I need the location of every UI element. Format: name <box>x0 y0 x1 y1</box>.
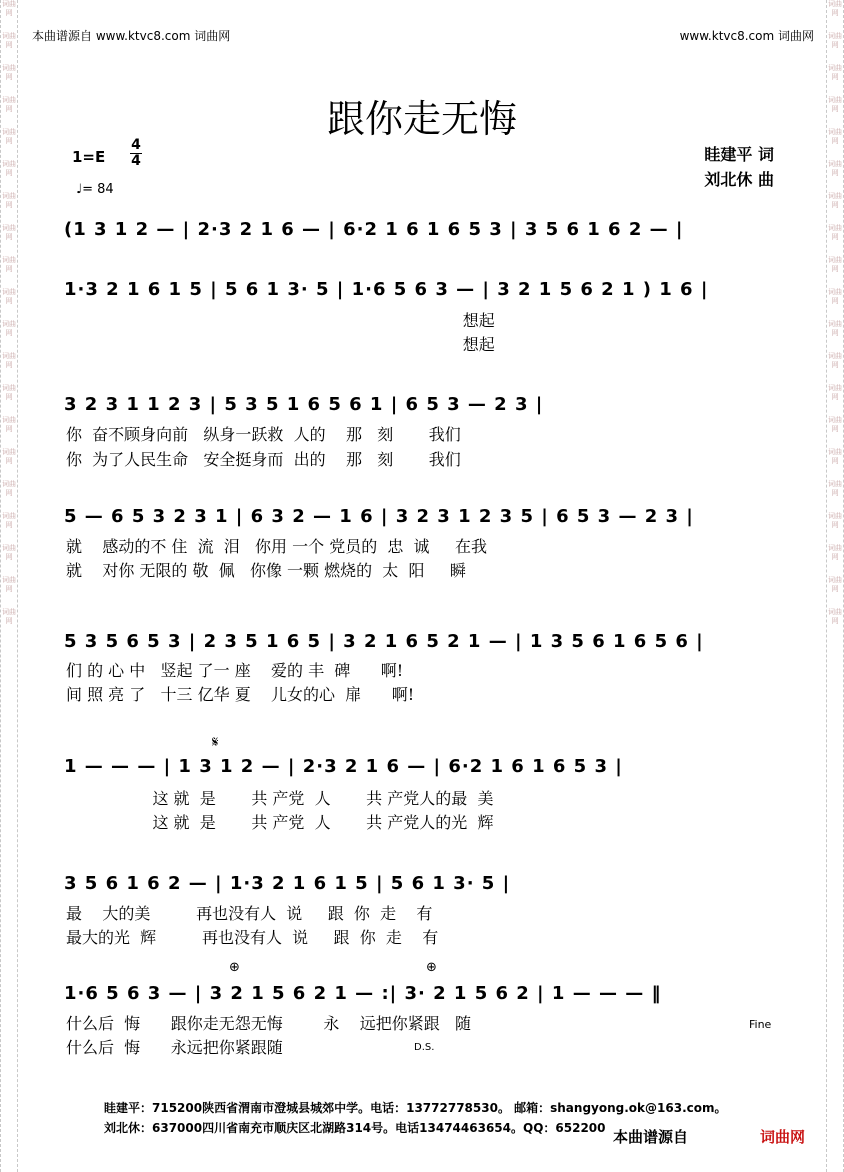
lyric-line-2-verse-1: 想起 <box>66 311 495 330</box>
dal-segno-mark: D.S. <box>414 1042 435 1053</box>
tempo-marking: ♩= 84 <box>76 182 114 197</box>
lyric-line-3-verse-1: 你 奋不顾身向前 纵身一跃救 人的 那 刻 我们 <box>66 425 461 444</box>
watermark-text: 词曲网 <box>828 576 842 593</box>
watermark-text: 词曲网 <box>2 384 16 401</box>
key-signature: 1=E <box>72 148 106 166</box>
lyric-line-6-verse-1: 这 就 是 共 产党 人 共 产党人的最 美 <box>66 789 494 808</box>
watermark-text: 词曲网 <box>828 416 842 433</box>
watermark-text: 词曲网 <box>2 320 16 337</box>
watermark-text: 词曲网 <box>828 192 842 209</box>
coda-sign-2: ⊕ <box>426 960 437 975</box>
header-source-right: www.ktvc8.com 词曲网 <box>679 29 814 43</box>
watermark-text: 词曲网 <box>828 288 842 305</box>
watermark-text: 词曲网 <box>828 32 842 49</box>
lyric-line-8-verse-2: 什么后 悔 永远把你紧跟随 <box>66 1038 283 1057</box>
watermark-text: 词曲网 <box>2 96 16 113</box>
watermark-text: 词曲网 <box>2 576 16 593</box>
watermark-text: 词曲网 <box>2 480 16 497</box>
lyric-line-5-verse-1: 们 的 心 中 竖起 了一 座 爱的 丰 碑 啊! <box>66 661 404 680</box>
watermark-text: 词曲网 <box>828 256 842 273</box>
watermark-text: 词曲网 <box>2 0 16 17</box>
lyricist-credit: 眭建平 词 <box>704 145 774 164</box>
lyricist-contact: 眭建平：715200陕西省渭南市澄城县城郊中学。电话：13772778530。 邮箱：shangyong.ok@163.com。 <box>104 1101 727 1115</box>
watermark-text: 词曲网 <box>2 608 16 625</box>
source-badge: 本曲谱源自 <box>613 1128 689 1146</box>
watermark-text: 词曲网 <box>828 224 842 241</box>
watermark-text: 词曲网 <box>828 0 842 17</box>
lyric-line-3-verse-2: 你 为了人民生命 安全挺身而 出的 那 刻 我们 <box>66 450 461 469</box>
watermark-text: 词曲网 <box>828 512 842 529</box>
staff-line-8: 1·6 5 6 3 — | 3 2 1 5 6 2 1 — :| 3· 2 1 5 6 2 | 1 — — — ‖ <box>64 983 662 1004</box>
time-signature-top: 4 <box>131 137 141 153</box>
watermark-text: 词曲网 <box>828 608 842 625</box>
watermark-text: 词曲网 <box>2 160 16 177</box>
watermark-text: 词曲网 <box>828 96 842 113</box>
right-watermark-strip <box>826 0 844 1172</box>
watermark-text: 词曲网 <box>2 224 16 241</box>
watermark-text: 词曲网 <box>828 384 842 401</box>
watermark-text: 词曲网 <box>828 448 842 465</box>
watermark-text: 词曲网 <box>2 64 16 81</box>
lyric-line-5-verse-2: 间 照 亮 了 十三 亿华 夏 儿女的心 扉 啊! <box>66 685 415 704</box>
watermark-text: 词曲网 <box>2 544 16 561</box>
watermark-text: 词曲网 <box>828 544 842 561</box>
time-signature <box>130 138 142 169</box>
watermark-text: 词曲网 <box>828 128 842 145</box>
staff-line-4: 5 — 6 5 3 2 3 1 | 6 3 2 — 1 6 | 3 2 3 1 2 3 5 | 6 5 3 — 2 3 | <box>64 506 694 527</box>
fine-mark: Fine <box>749 1018 772 1031</box>
watermark-text: 词曲网 <box>2 416 16 433</box>
lyric-line-4-verse-1: 就 感动的不 住 流 泪 你用 一个 党员的 忠 诚 在我 <box>66 537 487 556</box>
lyric-line-8-verse-1: 什么后 悔 跟你走无怨无悔 永 远把你紧跟 随 <box>66 1014 471 1033</box>
lyric-line-2-verse-2: 想起 <box>66 335 495 354</box>
watermark-text: 词曲网 <box>828 64 842 81</box>
credits <box>704 142 774 192</box>
watermark-text: 词曲网 <box>2 288 16 305</box>
watermark-text: 词曲网 <box>2 448 16 465</box>
header-source-left: 本曲谱源自 www.ktvc8.com 词曲网 <box>32 29 231 43</box>
staff-line-3: 3 2 3 1 1 2 3 | 5 3 5 1 6 5 6 1 | 6 5 3 — 2 3 | <box>64 394 544 415</box>
composer-contact: 刘北休：637000四川省南充市顺庆区北湖路314号。电话13474463654。QQ：652200 <box>104 1121 606 1135</box>
time-signature-bottom: 4 <box>131 153 141 169</box>
lyric-line-7-verse-1: 最 大的美 再也没有人 说 跟 你 走 有 <box>66 904 433 923</box>
staff-line-5: 5 3 5 6 5 3 | 2 3 5 1 6 5 | 3 2 1 6 5 2 1 — | 1 3 5 6 1 6 5 6 | <box>64 631 704 652</box>
composer-credit: 刘北休 曲 <box>704 170 774 189</box>
staff-line-1: (1 3 1 2 — | 2·3 2 1 6 — | 6·2 1 6 1 6 5 3 | 3 5 6 1 6 2 — | <box>64 219 684 240</box>
song-title: 跟你走无悔 <box>326 97 517 141</box>
lyric-line-6-verse-2: 这 就 是 共 产党 人 共 产党人的光 辉 <box>66 813 494 832</box>
lyric-line-4-verse-2: 就 对你 无限的 敬 佩 你像 一颗 燃烧的 太 阳 瞬 <box>66 561 466 580</box>
lyric-line-7-verse-2: 最大的光 辉 再也没有人 说 跟 你 走 有 <box>66 928 439 947</box>
staff-line-7: 3 5 6 1 6 2 — | 1·3 2 1 6 1 5 | 5 6 1 3· 5 | <box>64 873 511 894</box>
coda-sign-1: ⊕ <box>229 960 240 975</box>
site-badge: 词曲网 <box>760 1128 806 1146</box>
watermark-text: 词曲网 <box>2 352 16 369</box>
watermark-text: 词曲网 <box>828 480 842 497</box>
watermark-text: 词曲网 <box>2 32 16 49</box>
watermark-text: 词曲网 <box>2 256 16 273</box>
watermark-text: 词曲网 <box>828 320 842 337</box>
watermark-text: 词曲网 <box>2 512 16 529</box>
left-watermark-strip <box>0 0 18 1172</box>
staff-line-2: 1·3 2 1 6 1 5 | 5 6 1 3· 5 | 1·6 5 6 3 — | 3 2 1 5 6 2 1 ) 1 6 | <box>64 279 709 300</box>
watermark-text: 词曲网 <box>828 160 842 177</box>
segno-sign: 𝄋 <box>212 733 219 751</box>
watermark-text: 词曲网 <box>2 192 16 209</box>
staff-line-6: 1 — — — | 1 3 1 2 — | 2·3 2 1 6 — | 6·2 1 6 1 6 5 3 | <box>64 756 623 777</box>
watermark-text: 词曲网 <box>828 352 842 369</box>
watermark-text: 词曲网 <box>2 128 16 145</box>
